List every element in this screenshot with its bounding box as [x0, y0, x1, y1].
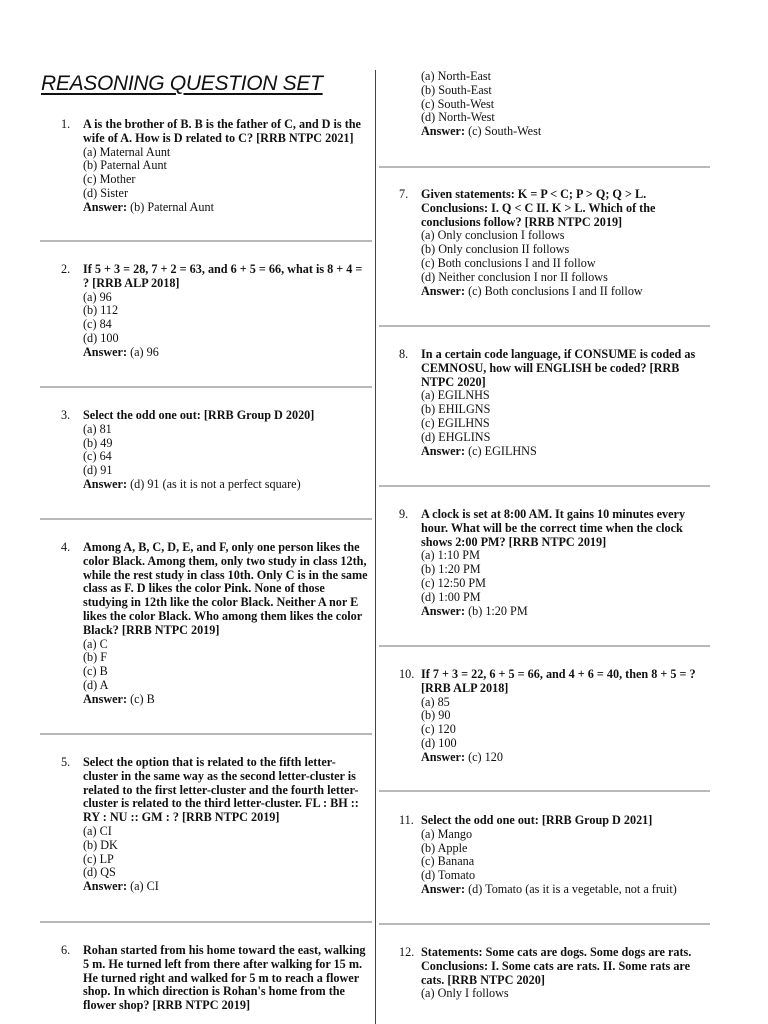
- answer-value: (a) 96: [130, 344, 159, 359]
- separator: [40, 240, 372, 242]
- answer-line: [421, 285, 711, 299]
- answer-value: (c) B: [130, 691, 155, 706]
- question-number: 7.: [399, 187, 409, 201]
- answer-value: (a) CI: [130, 879, 159, 894]
- option: (d) A: [83, 677, 109, 692]
- option: (b) South-East: [421, 82, 492, 97]
- separator: [40, 518, 372, 520]
- page-title: REASONING QUESTION SET: [41, 72, 323, 95]
- option: (d) EHGLINS: [421, 429, 491, 444]
- question-number: 9.: [399, 507, 409, 521]
- option: (c) B: [83, 664, 108, 679]
- option: (a) Only I follows: [421, 986, 509, 1001]
- answer-line: [421, 751, 711, 765]
- option: (b) 112: [83, 303, 119, 318]
- option: (a) C: [83, 636, 108, 651]
- question-number: 11.: [399, 813, 414, 827]
- answer-line: [421, 445, 711, 459]
- option: (a) 1:10 PM: [421, 548, 480, 563]
- question-3: [61, 408, 368, 492]
- option: (c) LP: [83, 851, 114, 866]
- answer-line: [421, 605, 711, 619]
- answer-line: [421, 125, 711, 139]
- option: (a) 96: [83, 289, 112, 304]
- question-1: [61, 117, 368, 215]
- question-stem: Statements: Some cats are dogs. Some dogs are rats. Conclusions: I. Some cats are rats. II. Some rats are cats. [RRB NTPC 2020]: [421, 945, 692, 987]
- question-6-continued: [421, 70, 711, 139]
- answer-line: [83, 693, 368, 707]
- separator: [379, 790, 710, 792]
- option: (a) Maternal Aunt: [83, 144, 171, 159]
- option: (a) Mango: [421, 826, 473, 841]
- answer-label: Answer:: [83, 691, 128, 706]
- separator: [379, 166, 710, 168]
- option: (d) 100: [421, 735, 457, 750]
- column-divider: [375, 70, 376, 1024]
- question-number: 5.: [61, 755, 71, 769]
- option: (b) 90: [421, 708, 451, 723]
- question-5: [61, 755, 368, 894]
- question-number: 10.: [399, 667, 415, 681]
- question-8: [399, 347, 711, 458]
- question-number: 8.: [399, 347, 409, 361]
- option: (b) 1:20 PM: [421, 562, 481, 577]
- option: (c) Both conclusions I and II follow: [421, 255, 596, 270]
- answer-label: Answer:: [421, 443, 466, 458]
- answer-label: Answer:: [421, 749, 466, 764]
- option: (d) North-West: [421, 110, 495, 125]
- option: (a) CI: [83, 823, 112, 838]
- option: (d) Tomato: [421, 868, 476, 883]
- answer-label: Answer:: [421, 881, 466, 896]
- option: (d) Sister: [83, 185, 129, 200]
- answer-value: (c) EGILHNS: [468, 443, 537, 458]
- question-stem: Select the odd one out: [RRB Group D 2020]: [83, 408, 315, 422]
- answer-value: (c) 120: [468, 749, 503, 764]
- question-number: 3.: [61, 408, 71, 422]
- answer-label: Answer:: [421, 283, 466, 298]
- question-number: 1.: [61, 117, 71, 131]
- answer-value: (d) 91 (as it is not a perfect square): [130, 476, 301, 491]
- separator: [379, 485, 710, 487]
- option: (c) 12:50 PM: [421, 575, 486, 590]
- option: (d) Neither conclusion I nor II follows: [421, 269, 608, 284]
- option: (c) 120: [421, 722, 456, 737]
- answer-label: Answer:: [83, 879, 128, 894]
- answer-label: Answer:: [421, 603, 466, 618]
- answer-value: (c) South-West: [468, 124, 542, 139]
- question-12: [399, 945, 711, 1001]
- option: (c) 84: [83, 317, 112, 332]
- answer-line: [421, 883, 711, 897]
- option: (a) Only conclusion I follows: [421, 228, 565, 243]
- question-stem: Among A, B, C, D, E, and F, only one person likes the color Black. Among them, only two study in class 12th, while the rest study in class 10th. Only C is in the same class as F. D likes the color Pink. None of those studying in 12th like the color Black. Neither A nor E likes the color Black. Who among them likes the color Black? [RRB NTPC 2019]: [83, 540, 368, 637]
- answer-label: Answer:: [83, 344, 128, 359]
- option: (a) 85: [421, 694, 450, 709]
- option: (c) EGILHNS: [421, 415, 490, 430]
- option: (c) South-West: [421, 96, 495, 111]
- option: (c) 64: [83, 449, 112, 464]
- option: (b) Paternal Aunt: [83, 158, 167, 173]
- option: (b) Only conclusion II follows: [421, 242, 570, 257]
- answer-label: Answer:: [421, 124, 466, 139]
- option: (a) North-East: [421, 69, 492, 83]
- question-stem: Select the option that is related to the fifth letter-cluster in the same way as the second letter-cluster is related to the first letter-cluster and the fourth letter-cluster is related to the third letter-cluster. FL : BH :: RY : NU :: GM : ? [RRB NTPC 2019]: [83, 755, 359, 825]
- question-2: [61, 262, 368, 360]
- answer-line: [83, 478, 368, 492]
- answer-value: (d) Tomato (as it is a vegetable, not a fruit): [468, 881, 677, 896]
- option: (a) EGILNHS: [421, 388, 490, 403]
- answer-line: [83, 346, 368, 360]
- answer-label: Answer:: [83, 476, 128, 491]
- question-11: [399, 813, 711, 897]
- question-number: 6.: [61, 943, 71, 957]
- question-stem: If 7 + 3 = 22, 6 + 5 = 66, and 4 + 6 = 40, then 8 + 5 = ? [RRB ALP 2018]: [421, 667, 696, 695]
- option: (b) 49: [83, 435, 113, 450]
- option: (a) 81: [83, 421, 112, 436]
- question-stem: A clock is set at 8:00 AM. It gains 10 minutes every hour. What will be the correct time when the clock shows 2:00 PM? [RRB NTPC 2019]: [421, 507, 686, 549]
- option: (c) Mother: [83, 172, 136, 187]
- answer-line: [83, 201, 368, 215]
- answer-value: (b) 1:20 PM: [468, 603, 528, 618]
- question-4: [61, 540, 368, 707]
- question-number: 12.: [399, 945, 415, 959]
- answer-value: (b) Paternal Aunt: [130, 199, 214, 214]
- question-10: [399, 667, 711, 765]
- option: (b) EHILGNS: [421, 402, 491, 417]
- separator: [379, 645, 710, 647]
- answer-line: [83, 880, 368, 894]
- option: (d) QS: [83, 865, 116, 880]
- question-stem: A is the brother of B. B is the father of C, and D is the wife of A. How is D related to C? [RRB NTPC 2021]: [83, 117, 361, 145]
- option: (d) 100: [83, 330, 119, 345]
- question-9: [399, 507, 711, 618]
- answer-value: (c) Both conclusions I and II follow: [468, 283, 643, 298]
- question-stem: Rohan started from his home toward the east, walking 5 m. He turned left from there after walking for 15 m. He turned right and walked for 5 m to reach a flower shop. In which direction is Rohan's home from the flower shop? [RRB NTPC 2019]: [83, 943, 366, 1013]
- separator: [40, 921, 372, 923]
- separator: [379, 325, 710, 327]
- option: (b) F: [83, 650, 108, 665]
- question-stem: Select the odd one out: [RRB Group D 2021]: [421, 813, 653, 827]
- answer-label: Answer:: [83, 199, 128, 214]
- question-stem: Given statements: K = P < C; P > Q; Q > L. Conclusions: I. Q < C II. K > L. Which of the conclusions follow? [RRB NTPC 2019]: [421, 187, 656, 229]
- option: (c) Banana: [421, 854, 475, 869]
- option: (b) Apple: [421, 840, 468, 855]
- question-number: 4.: [61, 540, 71, 554]
- option: (b) DK: [83, 837, 118, 852]
- question-number: 2.: [61, 262, 71, 276]
- option: (d) 91: [83, 463, 113, 478]
- separator: [379, 923, 710, 925]
- question-stem: In a certain code language, if CONSUME is coded as CEMNOSU, how will ENGLISH be coded? [RRB NTPC 2020]: [421, 347, 696, 389]
- separator: [40, 386, 372, 388]
- question-6: [61, 943, 368, 1013]
- option: (d) 1:00 PM: [421, 589, 481, 604]
- separator: [40, 733, 372, 735]
- question-stem: If 5 + 3 = 28, 7 + 2 = 63, and 6 + 5 = 66, what is 8 + 4 = ? [RRB ALP 2018]: [83, 262, 363, 290]
- question-7: [399, 187, 711, 298]
